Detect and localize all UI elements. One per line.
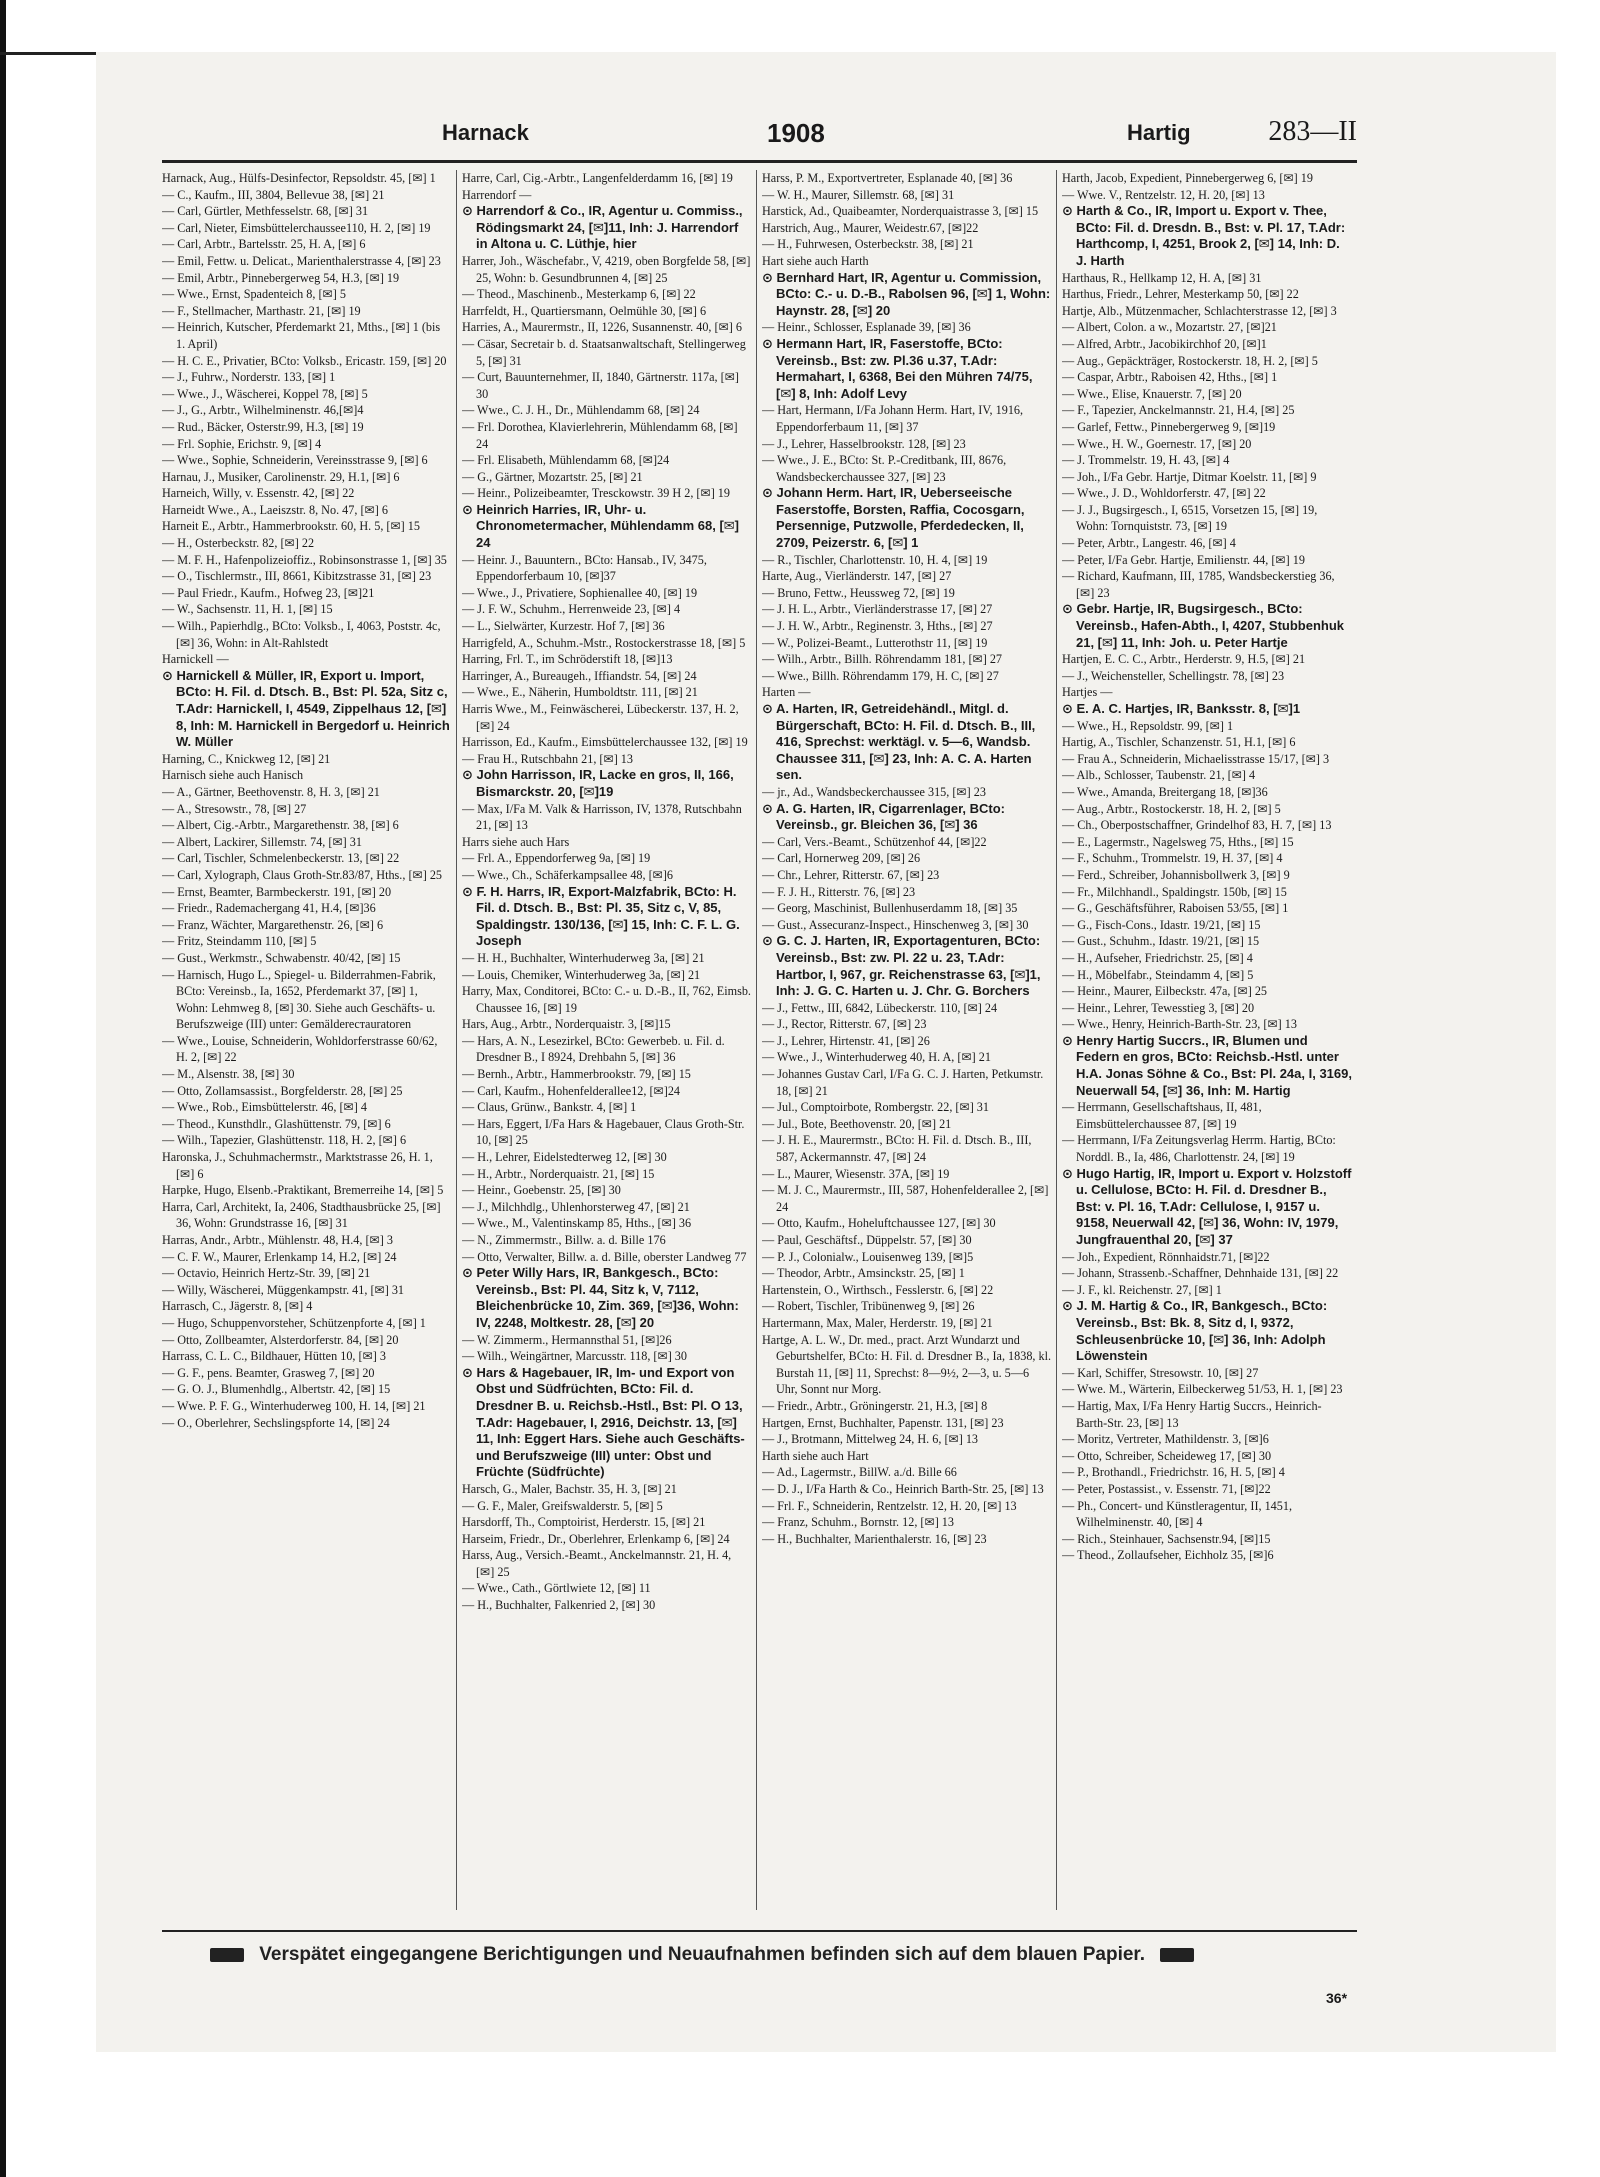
- directory-entry: Harrer, Joh., Wäschefabr., V, 4219, oben Borgfelde 58, [✉] 25, Wohn: b. Gesundbrunnen 4, [✉] 25: [462, 253, 751, 285]
- directory-entry: — Jul., Comptoirbote, Rombergstr. 22, [✉] 31: [762, 1100, 989, 1115]
- directory-entry: ⊙ A. G. Harten, IR, Cigarrenlager, BCto: Vereinsb., gr. Bleichen 36, [✉] 36: [762, 800, 1006, 833]
- directory-entry: — Gust., Schuhm., Idastr. 19/21, [✉] 15: [1062, 934, 1260, 949]
- directory-entry: — J., Weichensteller, Schellingstr. 78, [✉] 23: [1062, 668, 1285, 683]
- directory-entry: — H., Aufseher, Friedrichstr. 25, [✉] 4: [1062, 950, 1253, 965]
- directory-entry: — Jul., Bote, Beethovenstr. 20, [✉] 21: [762, 1116, 952, 1131]
- directory-entry: ⊙ Gebr. Hartje, IR, Bugsirgesch., BCto: Vereinsb., Hafen-Abth., I, 4207, Stubbenhuk 21, [✉] 11, Inh: Joh. u. Peter Hartje: [1062, 601, 1344, 650]
- directory-entry: — G. F., Maler, Greifswalderstr. 5, [✉] 5: [462, 1498, 663, 1513]
- directory-entry: — Carl, Nieter, Eimsbüttelerchaussee110, H. 2, [✉] 19: [162, 220, 431, 235]
- directory-entry: — L., Maurer, Wiesenstr. 37A, [✉] 19: [762, 1166, 950, 1181]
- directory-entry: Harry, Max, Conditorei, BCto: C.- u. D.-B., II, 762, Eimsb. Chaussee 16, [✉] 19: [462, 984, 751, 1015]
- directory-entry: — Frl. Dorothea, Klavierlehrerin, Mühlendamm 68, [✉] 24: [462, 419, 738, 451]
- directory-entry: — Garlef, Fettw., Pinnebergerweg 9, [✉]19: [1062, 419, 1276, 434]
- directory-entry: Hartje, Alb., Mützenmacher, Schlachterstrasse 12, [✉] 3: [1062, 303, 1337, 318]
- directory-entry: — Wwe., H. W., Goernestr. 17, [✉] 20: [1062, 436, 1252, 451]
- scan-edge: [0, 0, 6, 2177]
- directory-entry: — Wwe., J. E., BCto: St. P.-Creditbank, III, 8676, Wandsbeckerchaussee 327, [✉] 23: [762, 453, 1007, 484]
- directory-entry: — Wwe., J., Wäscherei, Koppel 78, [✉] 5: [162, 386, 368, 401]
- directory-entry: Harrigfeld, A., Schuhm.-Mstr., Rostockerstrasse 18, [✉] 5: [462, 635, 746, 650]
- directory-entry: — Robert, Tischler, Tribünenweg 9, [✉] 26: [762, 1299, 975, 1314]
- directory-entry: — Wwe., M., Valentinskamp 85, Hths., [✉] 36: [462, 1216, 692, 1231]
- directory-entry: — H., Osterbeckstr. 82, [✉] 22: [162, 536, 315, 551]
- directory-entry: Harre, Carl, Cig.-Arbtr., Langenfelderdamm 16, [✉] 19: [462, 171, 733, 185]
- directory-entry: — Theod., Maschinenb., Mesterkamp 6, [✉] 22: [462, 287, 696, 302]
- directory-entry: — Caspar, Arbtr., Raboisen 42, Hths., [✉] 1: [1062, 370, 1278, 385]
- directory-entry: — Herrmann, I/Fa Zeitungsverlag Herrm. Hartig, BCto: Norddl. B., Ia, 486, Charlottenstr. 24, [✉] 19: [1062, 1133, 1336, 1165]
- directory-entry: — Carl, Gürtler, Methfesselstr. 68, [✉] 31: [162, 204, 369, 219]
- directory-entry: Harss, Aug., Versich.-Beamt., Anckelmannstr. 21, H. 4, [✉] 25: [462, 1548, 732, 1579]
- directory-entry: — H., Arbtr., Norderquaistr. 21, [✉] 15: [462, 1166, 655, 1181]
- directory-entry: — Theodor, Arbtr., Amsinckstr. 25, [✉] 1: [762, 1266, 965, 1281]
- directory-entry: Harneit E., Arbtr., Hammerbrookstr. 60, H. 5, [✉] 15: [162, 519, 420, 534]
- directory-entry: — M., Alsenstr. 38, [✉] 30: [162, 1067, 295, 1082]
- directory-entry: — Bruno, Fettw., Heussweg 72, [✉] 19: [762, 585, 955, 600]
- column-4: [1062, 170, 1352, 1910]
- directory-entry: — Georg, Maschinist, Bullenhuserdamm 18, [✉] 35: [762, 901, 1018, 916]
- pointing-hand-icon: [1160, 1948, 1194, 1962]
- directory-entry: — Wwe., J., Privatiere, Sophienallee 40, [✉] 19: [462, 585, 698, 600]
- directory-entry: Hartermann, Max, Maler, Herderstr. 19, [✉] 21: [762, 1315, 993, 1330]
- directory-entry: — G. O. J., Blumenhdlg., Albertstr. 42, [✉] 15: [162, 1382, 391, 1397]
- directory-entry: Harpke, Hugo, Elsenb.-Praktikant, Bremerreihe 14, [✉] 5: [162, 1183, 444, 1198]
- directory-entry: — E., Lagermstr., Nagelsweg 75, Hths., [✉] 15: [1062, 834, 1294, 849]
- directory-columns: [162, 170, 1357, 1910]
- directory-entry: Harnickell —: [162, 652, 229, 667]
- directory-entry: — W., Polizei-Beamt., Lutterothstr 11, [✉] 19: [762, 635, 988, 650]
- directory-entry: — Hars, Eggert, I/Fa Hars & Hagebauer, Claus Groth-Str. 10, [✉] 25: [462, 1116, 745, 1148]
- directory-entry: ⊙ John Harrisson, IR, Lacke en gros, II, 166, Bismarckstr. 20, [✉]19: [462, 767, 734, 799]
- directory-entry: — F., Tapezier, Anckelmannstr. 21, H.4, [✉] 25: [1062, 403, 1295, 418]
- directory-entry: — Wwe., Elise, Knauerstr. 7, [✉] 20: [1062, 386, 1242, 401]
- directory-entry: — Hars, A. N., Lesezirkel, BCto: Gewerbeb. u. Fil. d. Dresdner B., I 8924, Drehbahn 5, [✉] 36: [462, 1033, 725, 1065]
- directory-entry: — H. H., Buchhalter, Winterhuderweg 3a, [✉] 21: [462, 950, 705, 965]
- directory-entry: Harnau, J., Musiker, Carolinenstr. 29, H.1, [✉] 6: [162, 469, 400, 484]
- directory-entry: — M. F. H., Hafenpolizeioffiz., Robinsonstrasse 1, [✉] 35: [162, 552, 447, 567]
- scan-top-mark: [0, 52, 110, 55]
- directory-entry: — Louis, Chemiker, Winterhuderweg 3a, [✉] 21: [462, 967, 701, 982]
- directory-entry: — O., Tischlermstr., III, 8661, Kibitzstrasse 31, [✉] 23: [162, 569, 432, 584]
- directory-entry: ⊙ G. C. J. Harten, IR, Exportagenturen, BCto: Vereinsb., Bst: zw. Pl. 22 u. 23, T.Adr: Hartbor, I, 967, gr. Reichenstrasse 63, [✉]1, Inh: J. G. C. Harten u. J. Chr. G. Borchers: [762, 933, 1041, 999]
- directory-entry: — Carl, Tischler, Schmelenbeckerstr. 13, [✉] 22: [162, 851, 400, 866]
- directory-entry: — J., G., Arbtr., Wilhelminenstr. 46,[✉]4: [162, 403, 364, 418]
- directory-entry: — Alfred, Arbtr., Jacobikirchhof 20, [✉]1: [1062, 336, 1267, 351]
- directory-entry: — Rich., Steinhauer, Sachsenstr.94, [✉]15: [1062, 1531, 1271, 1546]
- directory-entry: Harneidt Wwe., A., Laeiszstr. 8, No. 47, [✉] 6: [162, 502, 388, 517]
- directory-entry: — Frl. Elisabeth, Mühlendamm 68, [✉]24: [462, 453, 670, 468]
- directory-entry: — Richard, Kaufmann, III, 1785, Wandsbeckerstieg 36, [✉] 23: [1062, 569, 1335, 600]
- directory-entry: — W. H., Maurer, Sillemstr. 68, [✉] 31: [762, 187, 955, 202]
- directory-entry: — Wwe. M., Wärterin, Eilbeckerweg 51/53, H. 1, [✉] 23: [1062, 1382, 1343, 1397]
- directory-entry: — Otto, Zollamsassist., Borgfelderstr. 28, [✉] 25: [162, 1083, 403, 1098]
- directory-entry: — Wilh., Papierhdlg., BCto: Volksb., I, 4063, Poststr. 4c, [✉] 36, Wohn: in Alt-Rahlstedt: [162, 619, 441, 650]
- directory-entry: Harra, Carl, Architekt, Ia, 2406, Stadthausbrücke 25, [✉] 36, Wohn: Grundstrasse 16, [✉] 31: [162, 1199, 441, 1231]
- directory-entry: — Ph., Concert- und Künstleragentur, II, 1451, Wilhelminenstr. 40, [✉] 4: [1062, 1498, 1293, 1530]
- directory-entry: ⊙ Harnickell & Müller, IR, Export u. Import, BCto: H. Fil. d. Dtsch. B., Bst: Pl. 52a, Sitz c, T.Adr: Harnickell, I, 4549, Zippelhaus 12, [✉] 8, Inh: M. Harnickell in Bergedorf u. Heinrich W. Müller: [162, 667, 450, 750]
- directory-entry: ⊙ E. A. C. Hartjes, IR, Banksstr. 8, [✉]1: [1062, 701, 1301, 716]
- directory-entry: — Wilh., Weingärtner, Marcusstr. 118, [✉] 30: [462, 1349, 687, 1364]
- directory-entry: — Moritz, Vertreter, Mathildenstr. 3, [✉]6: [1062, 1432, 1269, 1447]
- directory-entry: — Wwe. V., Rentzelstr. 12, H. 20, [✉] 13: [1062, 187, 1265, 202]
- directory-entry: Harsdorff, Th., Comptoirist, Herderstr. 15, [✉] 21: [462, 1515, 706, 1530]
- directory-entry: Harris Wwe., M., Feinwäscherei, Lübeckerstr. 137, H. 2, [✉] 24: [462, 702, 739, 733]
- directory-entry: — Wwe., Ernst, Spadenteich 8, [✉] 5: [162, 287, 346, 302]
- directory-entry: Hars, Aug., Arbtr., Norderquaistr. 3, [✉]15: [462, 1017, 671, 1032]
- directory-entry: Hartjes —: [1062, 685, 1113, 700]
- directory-entry: Harras, Andr., Arbtr., Mühlenstr. 48, H.4, [✉] 3: [162, 1233, 393, 1247]
- directory-entry: — J., Fettw., III, 6842, Lübeckerstr. 110, [✉] 24: [762, 1000, 998, 1015]
- directory-entry: — Hartig, Max, I/Fa Henry Hartig Succrs., Heinrich-Barth-Str. 23, [✉] 13: [1062, 1398, 1322, 1430]
- directory-entry: ⊙ Hermann Hart, IR, Faserstoffe, BCto: Vereinsb., Bst: zw. Pl.36 u.37, T.Adr: Hermahart, I, 6368, Bei den Mühren 74/75, [✉] 8, Inh: Adolf Levy: [762, 335, 1033, 401]
- directory-entry: — Emil, Arbtr., Pinnebergerweg 54, H.3, [✉] 19: [162, 270, 400, 285]
- directory-entry: — Carl, Kaufm., Hohenfelderallee12, [✉]24: [462, 1083, 681, 1098]
- directory-entry: — Heinr., Maurer, Eilbeckstr. 47a, [✉] 25: [1062, 984, 1268, 999]
- pointing-hand-icon: [210, 1948, 244, 1962]
- directory-entry: — Paul Friedr., Kaufm., Hofweg 23, [✉]21: [162, 585, 375, 600]
- directory-entry: — Peter, I/Fa Gebr. Hartje, Emilienstr. 44, [✉] 19: [1062, 552, 1305, 567]
- directory-entry: — Albert, Lackirer, Sillemstr. 74, [✉] 31: [162, 834, 362, 849]
- directory-entry: — Wwe., H., Repsoldstr. 99, [✉] 1: [1062, 718, 1234, 733]
- directory-entry: — Frau H., Rutschbahn 21, [✉] 13: [462, 751, 633, 766]
- directory-entry: Harth, Jacob, Expedient, Pinnebergerweg 6, [✉] 19: [1062, 171, 1313, 185]
- directory-entry: — J., Rector, Ritterstr. 67, [✉] 23: [762, 1017, 927, 1032]
- directory-entry: Harte, Aug., Vierländerstr. 147, [✉] 27: [762, 569, 952, 584]
- header-first-name: Harnack: [442, 120, 529, 145]
- directory-entry: Harss, P. M., Exportvertreter, Esplanade 40, [✉] 36: [762, 171, 1013, 185]
- directory-entry: Harsch, G., Maler, Bachstr. 35, H. 3, [✉] 21: [462, 1481, 677, 1496]
- directory-entry: — Wwe., C. J. H., Dr., Mühlendamm 68, [✉] 24: [462, 403, 700, 418]
- directory-entry: — J. J., Bugsirgesch., I, 6515, Vorsetzen 15, [✉] 19, Wohn: Tornquiststr. 73, [✉] 19: [1062, 502, 1318, 534]
- directory-entry: — Herrmann, Gesellschaftshaus, II, 481, Eimsbüttelerchaussee 87, [✉] 19: [1062, 1100, 1262, 1131]
- directory-entry: — Otto, Schreiber, Scheideweg 17, [✉] 30: [1062, 1448, 1272, 1463]
- directory-entry: — Albert, Cig.-Arbtr., Margarethenstr. 38, [✉] 6: [162, 818, 399, 833]
- directory-entry: — jr., Ad., Wandsbeckerchaussee 315, [✉] 23: [762, 784, 986, 799]
- directory-entry: Harring, Frl. T., im Schröderstift 18, [✉]13: [462, 652, 673, 667]
- directory-entry: Harstick, Ad., Quaibeamter, Norderquaistrasse 3, [✉] 15: [762, 204, 1039, 219]
- directory-entry: Harning, C., Knickweg 12, [✉] 21: [162, 751, 331, 766]
- directory-entry: — G., Geschäftsführer, Raboisen 53/55, [✉] 1: [1062, 901, 1289, 916]
- header-rule: [162, 160, 1357, 163]
- directory-entry: — Gust., Assecuranz-Inspect., Hinschenweg 3, [✉] 30: [762, 917, 1029, 932]
- directory-entry: — Claus, Grünw., Bankstr. 4, [✉] 1: [462, 1100, 637, 1115]
- directory-entry: — H., Möbelfabr., Steindamm 4, [✉] 5: [1062, 967, 1254, 982]
- header-last-name: Hartig: [1127, 120, 1191, 145]
- directory-entry: — G. F., pens. Beamter, Grasweg 7, [✉] 20: [162, 1365, 375, 1380]
- directory-entry: — Frau A., Schneiderin, Michaelisstrasse 15/17, [✉] 3: [1062, 751, 1330, 766]
- footer-notice: [200, 1944, 1350, 1966]
- directory-entry: — G., Gärtner, Mozartstr. 25, [✉] 21: [462, 469, 643, 484]
- directory-entry: — Bernh., Arbtr., Hammerbrookstr. 79, [✉] 15: [462, 1067, 691, 1082]
- directory-entry: — Wwe., Billh. Röhrendamm 179, H. C, [✉] 27: [762, 668, 999, 683]
- header-page-number: 283—II: [1268, 116, 1357, 147]
- page-header: [162, 116, 1357, 156]
- directory-entry: Hartgen, Ernst, Buchhalter, Papenstr. 131, [✉] 23: [762, 1415, 1004, 1430]
- directory-entry: ⊙ Hars & Hagebauer, IR, Im- und Export von Obst und Südfrüchten, BCto: Fil. d. Dresdner B. u. Reichsb.-Hstl., Bst: Pl. O 13, T.Adr: Hagebauer, I, 2916, Deichstr. 13, [✉] 11, Inh: Eggert Hars. Siehe auch Geschäfts- und Berufszweige (III) unter: Obst und Früchte (Südfrüchte): [462, 1364, 745, 1480]
- directory-entry: — Hart, Hermann, I/Fa Johann Herm. Hart, IV, 1916, Eppendorferbaum 11, [✉] 37: [762, 403, 1024, 434]
- directory-entry: — Frl. A., Eppendorferweg 9a, [✉] 19: [462, 851, 651, 866]
- directory-entry: — Franz, Wächter, Margarethenstr. 26, [✉] 6: [162, 917, 384, 932]
- directory-entry: ⊙ F. H. Harrs, IR, Export-Malzfabrik, BCto: H. Fil. d. Dtsch. B., Bst: Pl. 35, Sitz c, V, 85, Spaldingstr. 130/136, [✉] 15, Inh: C. F. L. G. Joseph: [462, 883, 740, 949]
- directory-entry: — Heinr., Schlosser, Esplanade 39, [✉] 36: [762, 320, 971, 335]
- directory-entry: — Willy, Wäscherei, Müggenkampstr. 41, [✉] 31: [162, 1282, 405, 1297]
- directory-entry: — Friedr., Rademachergang 41, H.4, [✉]36: [162, 901, 376, 916]
- directory-entry: — Cäsar, Secretair b. d. Staatsanwaltschaft, Stellingerweg 5, [✉] 31: [462, 336, 746, 368]
- column-divider: [1056, 170, 1057, 1910]
- directory-entry: — J. Trommelstr. 19, H. 43, [✉] 4: [1062, 453, 1230, 468]
- directory-entry: Hartenstein, O., Wirthsch., Fesslerstr. 6, [✉] 22: [762, 1282, 994, 1297]
- directory-entry: — Otto, Zollbeamter, Alsterdorferstr. 84, [✉] 20: [162, 1332, 399, 1347]
- directory-entry: — P. J., Colonialw., Louisenweg 139, [✉]5: [762, 1249, 974, 1264]
- directory-entry: — Karl, Schiffer, Stresowstr. 10, [✉] 27: [1062, 1365, 1259, 1380]
- directory-entry: Harrs siehe auch Hars: [462, 834, 570, 849]
- directory-entry: Harth siehe auch Hart: [762, 1448, 869, 1463]
- directory-entry: — Joh., Expedient, Rönnhaidstr.71, [✉]22: [1062, 1249, 1270, 1264]
- directory-entry: — Heinr. J., Bauuntern., BCto: Hansab., IV, 3475, Eppendorferbaum 10, [✉]37: [462, 552, 707, 584]
- directory-entry: Harrasch, C., Jägerstr. 8, [✉] 4: [162, 1299, 313, 1314]
- directory-entry: — Max, I/Fa M. Valk & Harrisson, IV, 1378, Rutschbahn 21, [✉] 13: [462, 801, 742, 833]
- directory-entry: — W. Zimmerm., Hermannsthal 51, [✉]26: [462, 1332, 672, 1347]
- directory-entry: — Fritz, Steindamm 110, [✉] 5: [162, 934, 317, 949]
- directory-entry: — Octavio, Heinrich Hertz-Str. 39, [✉] 21: [162, 1266, 371, 1281]
- directory-entry: — Wwe., J., Winterhuderweg 40, H. A, [✉] 21: [762, 1050, 991, 1065]
- directory-entry: — Hugo, Schuppenvorsteher, Schützenpforte 4, [✉] 1: [162, 1315, 426, 1330]
- directory-entry: — J., Brotmann, Mittelweg 24, H. 6, [✉] 13: [762, 1432, 979, 1447]
- directory-entry: Hart siehe auch Harth: [762, 253, 869, 268]
- directory-entry: Harstrich, Aug., Maurer, Weidestr.67, [✉]22: [762, 220, 979, 235]
- directory-entry: Hartjen, E. C. C., Arbtr., Herderstr. 9, H.5, [✉] 21: [1062, 652, 1306, 667]
- directory-entry: — Wwe., E., Näherin, Humboldtstr. 111, [✉] 21: [462, 685, 698, 700]
- directory-entry: — Aug., Gepäckträger, Rostockerstr. 18, H. 2, [✉] 5: [1062, 353, 1318, 368]
- directory-entry: Harneich, Willy, v. Essenstr. 42, [✉] 22: [162, 486, 355, 501]
- directory-entry: ⊙ J. M. Hartig & Co., IR, Bankgesch., BCto: Vereinsb., Bst: Bk. 8, Sitz d, I, 9372, Schleusenbrücke 10, [✉] 36, Inh: Adolph Löwenstein: [1062, 1298, 1328, 1364]
- directory-entry: — Carl, Hornerweg 209, [✉] 26: [762, 851, 921, 866]
- directory-entry: — C. F. W., Maurer, Erlenkamp 14, H.2, [✉] 24: [162, 1249, 397, 1264]
- directory-entry: — Theod., Zollaufseher, Eichholz 35, [✉]6: [1062, 1548, 1274, 1563]
- directory-entry: — Johannes Gustav Carl, I/Fa G. C. J. Harten, Petkumstr. 18, [✉] 21: [762, 1067, 1044, 1098]
- directory-entry: — Carl, Vers.-Beamt., Schützenhof 44, [✉]22: [762, 834, 987, 849]
- column-divider: [756, 170, 757, 1910]
- directory-entry: — Fr., Milchhandl., Spaldingstr. 150b, [✉] 15: [1062, 884, 1287, 899]
- directory-entry: — Curt, Bauunternehmer, II, 1840, Gärtnerstr. 117a, [✉] 30: [462, 370, 739, 401]
- directory-entry: ⊙ Bernhard Hart, IR, Agentur u. Commission, BCto: C.- u. D.-B., Rabolsen 96, [✉] 1, Wohn: Haynstr. 28, [✉] 20: [762, 269, 1051, 318]
- directory-entry: Harthus, Friedr., Lehrer, Mesterkamp 50, [✉] 22: [1062, 287, 1299, 302]
- directory-entry: — A., Gärtner, Beethovenstr. 8, H. 3, [✉] 21: [162, 784, 380, 799]
- directory-entry: — Otto, Kaufm., Hoheluftchaussee 127, [✉] 30: [762, 1216, 996, 1231]
- directory-entry: — Harnisch, Hugo L., Spiegel- u. Bilderrahmen-Fabrik, BCto: Vereinsb., Ia, 1652, Pferdemarkt 37, [✉] 1, Wohn: Lehmweg 8, [✉] 30. Siehe auch Geschäfts- u. Berufszweige (III) unter: Gemäldereстauratoren: [162, 967, 436, 1032]
- directory-entry: Harthaus, R., Hellkamp 12, H. A, [✉] 31: [1062, 270, 1262, 285]
- directory-entry: — J. F. W., Schuhm., Herrenweide 23, [✉] 4: [462, 602, 681, 617]
- footer-text: Verspätet eingegangene Berichtigungen und Neuaufnahmen befinden sich auf dem blauen Papier.: [259, 1944, 1146, 1965]
- directory-entry: — Wilh., Tapezier, Glashüttenstr. 118, H. 2, [✉] 6: [162, 1133, 407, 1148]
- directory-entry: — Wwe., Rob., Eimsbüttelerstr. 46, [✉] 4: [162, 1100, 367, 1115]
- directory-entry: — Wwe., Louise, Schneiderin, Wohldorferstrasse 60/62, H. 2, [✉] 22: [162, 1033, 438, 1065]
- directory-entry: — D. J., I/Fa Harth & Co., Heinrich Barth-Str. 25, [✉] 13: [762, 1481, 1044, 1496]
- directory-entry: — C., Kaufm., III, 3804, Bellevue 38, [✉] 21: [162, 187, 385, 202]
- directory-entry: Harseim, Friedr., Dr., Oberlehrer, Erlenkamp 6, [✉] 24: [462, 1531, 730, 1546]
- directory-entry: — H., Buchhalter, Marienthalerstr. 16, [✉] 23: [762, 1531, 987, 1546]
- directory-entry: — J. H. E., Maurermstr., BCto: H. Fil. d. Dtsch. B., III, 587, Ackermannstr. 47, [✉] 24: [762, 1133, 1032, 1165]
- directory-entry: — J., Milchhdlg., Uhlenhorsterweg 47, [✉] 21: [462, 1199, 690, 1214]
- directory-entry: — O., Oberlehrer, Sechslingspforte 14, [✉] 24: [162, 1415, 390, 1430]
- directory-entry: ⊙ A. Harten, IR, Getreidehändl., Mitgl. d. Bürgerschaft, BCto: H. Fil. d. Dtsch. B., III, 416, Sprechst: werktägl. v. 5—6, Wandsb. Chaussee 311, [✉] 23, Inh: A. C. A. Harten sen.: [762, 701, 1036, 783]
- directory-entry: — J., Lehrer, Hirtenstr. 41, [✉] 26: [762, 1033, 930, 1048]
- directory-entry: — Aug., Arbtr., Rostockerstr. 18, H. 2, [✉] 5: [1062, 801, 1281, 816]
- directory-entry: — M. J. C., Maurermstr., III, 587, Hohenfelderallee 2, [✉] 24: [762, 1183, 1049, 1214]
- directory-entry: — Wwe., Ch., Schäferkampsallee 48, [✉]6: [462, 867, 674, 882]
- directory-entry: — Rud., Bäcker, Osterstr.99, H.3, [✉] 19: [162, 419, 364, 434]
- directory-entry: ⊙ Harrendorf & Co., IR, Agentur u. Commiss., Rödingsmarkt 24, [✉]11, Inh: J. Harrendorf in Altona u. C. Lüthje, hier: [462, 203, 743, 252]
- directory-entry: — P., Brothandl., Friedrichstr. 16, H. 5, [✉] 4: [1062, 1465, 1285, 1480]
- directory-entry: ⊙ Hugo Hartig, IR, Import u. Export v. Holzstoff u. Cellulose, BCto: H. Fil. d. Dresdner B., Bst: v. Pl. 16, T.Adr: Cellulose, I, 9157 u. 9158, Neuerwall 42, [✉] 36, Wohn: IV, 1979, Jungfrauenthal 20, [✉] 37: [1062, 1165, 1352, 1247]
- directory-entry: — Peter, Arbtr., Langestr. 46, [✉] 4: [1062, 536, 1236, 551]
- directory-entry: — F., Stellmacher, Marthastr. 21, [✉] 19: [162, 303, 361, 318]
- directory-entry: — Ad., Lagermstr., BillW. a./d. Bille 66: [762, 1465, 957, 1480]
- directory-entry: — W., Sachsenstr. 11, H. 1, [✉] 15: [162, 602, 333, 617]
- directory-entry: — J. H. L., Arbtr., Vierländerstrasse 17, [✉] 27: [762, 602, 993, 617]
- directory-entry: — Paul, Geschäftsf., Düppelstr. 57, [✉] 30: [762, 1233, 972, 1247]
- directory-entry: Harringer, A., Bureaugeh., Iffiandstr. 54, [✉] 24: [462, 668, 697, 683]
- directory-entry: — Joh., I/Fa Gebr. Hartje, Ditmar Koelstr. 11, [✉] 9: [1062, 469, 1317, 484]
- directory-entry: — Gust., Werkmstr., Schwabenstr. 40/42, [✉] 15: [162, 950, 401, 965]
- directory-entry: — R., Tischler, Charlottenstr. 10, H. 4, [✉] 19: [762, 552, 988, 567]
- directory-entry: — Ferd., Schreiber, Johannisbollwerk 3, [✉] 9: [1062, 867, 1290, 882]
- directory-entry: ⊙ Peter Willy Hars, IR, Bankgesch., BCto: Vereinsb., Bst: Pl. 44, Sitz k, V, 7112, Bleichenbrücke 10, Zim. 369, [✉]36, Wohn: IV, 2248, Moltkestr. 28, [✉] 20: [462, 1265, 739, 1330]
- header-year: 1908: [767, 118, 825, 148]
- directory-entry: ⊙ Harth & Co., IR, Import u. Export v. Thee, BCto: Fil. d. Dresdn. B., Bst: v. Pl. 17, T.Adr: Harthcomp, I, 4251, Brook 2, [✉] 14, Inh: D. J. Harth: [1062, 203, 1346, 268]
- directory-entry: — Wwe., Sophie, Schneiderin, Vereinsstrasse 9, [✉] 6: [162, 453, 428, 468]
- directory-entry: ⊙ Johann Herm. Hart, IR, Ueberseeische Faserstoffe, Borsten, Raffia, Cocosgarn, Persennige, Putzwolle, Pferdedecken, II, 2709, Peizerstr. 6, [✉] 1: [762, 485, 1025, 551]
- directory-entry: — N., Zimmermstr., Billw. a. d. Bille 176: [462, 1233, 666, 1247]
- directory-entry: Harnack, Aug., Hülfs-Desinfector, Repsoldstr. 45, [✉] 1: [162, 171, 436, 185]
- directory-entry: Harrass, C. L. C., Bildhauer, Hütten 10, [✉] 3: [162, 1349, 386, 1364]
- directory-entry: — Wwe., Cath., Görtlwiete 12, [✉] 11: [462, 1581, 651, 1596]
- directory-entry: — Theod., Kunsthdlr., Glashüttenstr. 79, [✉] 6: [162, 1116, 391, 1131]
- directory-entry: — A., Stresowstr., 78, [✉] 27: [162, 801, 307, 816]
- directory-entry: — H., Lehrer, Eidelstedterweg 12, [✉] 30: [462, 1150, 667, 1165]
- directory-entry: — Frl. F., Schneiderin, Rentzelstr. 12, H. 20, [✉] 13: [762, 1498, 1017, 1513]
- directory-entry: — Heinr., Goebenstr. 25, [✉] 30: [462, 1183, 621, 1198]
- directory-entry: — Peter, Postassist., v. Essenstr. 71, [✉]22: [1062, 1481, 1271, 1496]
- directory-entry: — Ernst, Beamter, Barmbeckerstr. 191, [✉] 20: [162, 884, 392, 899]
- directory-entry: ⊙ Heinrich Harries, IR, Uhr- u. Chronometermacher, Mühlendamm 68, [✉] 24: [462, 501, 740, 551]
- directory-entry: Harten —: [762, 685, 811, 700]
- sheet-signature: 36*: [1326, 1990, 1348, 2006]
- directory-entry: — Heinr., Lehrer, Tewesstieg 3, [✉] 20: [1062, 1000, 1255, 1015]
- directory-entry: — Wwe., Amanda, Breitergang 18, [✉]36: [1062, 784, 1268, 799]
- footer-rule: [162, 1930, 1357, 1932]
- directory-entry: — Alb., Schlosser, Taubenstr. 21, [✉] 4: [1062, 768, 1256, 783]
- directory-entry: Harries, A., Maurermstr., II, 1226, Susannenstr. 40, [✉] 6: [462, 320, 742, 335]
- directory-entry: — Albert, Colon. a w., Mozartstr. 27, [✉]21: [1062, 320, 1277, 335]
- directory-entry: Harrfeldt, H., Quartiersmann, Oelmühle 30, [✉] 6: [462, 303, 707, 318]
- column-divider: [456, 170, 457, 1910]
- directory-entry: — Wilh., Arbtr., Billh. Röhrendamm 181, [✉] 27: [762, 652, 1003, 667]
- directory-entry: — Ch., Oberpostschaffner, Grindelhof 83, H. 7, [✉] 13: [1062, 818, 1332, 833]
- directory-entry: — J., Fuhrw., Norderstr. 133, [✉] 1: [162, 370, 336, 385]
- directory-entry: Haronska, J., Schuhmachermstr., Marktstrasse 26, H. 1, [✉] 6: [162, 1150, 433, 1181]
- directory-entry: — L., Sielwärter, Kurzestr. Hof 7, [✉] 36: [462, 619, 665, 634]
- column-1: [162, 170, 452, 1910]
- directory-entry: — Otto, Verwalter, Billw. a. d. Bille, oberster Landweg 77: [462, 1249, 747, 1264]
- directory-entry: Harnisch siehe auch Hanisch: [162, 768, 304, 783]
- directory-entry: — Emil, Fettw. u. Delicat., Marienthalerstrasse 4, [✉] 23: [162, 253, 441, 268]
- directory-entry: — J. F., kl. Reichenstr. 27, [✉] 1: [1062, 1282, 1222, 1297]
- directory-entry: Harrendorf —: [462, 187, 532, 202]
- directory-entry: — Wwe., Henry, Heinrich-Barth-Str. 23, [✉] 13: [1062, 1017, 1297, 1032]
- directory-entry: — H., Buchhalter, Falkenried 2, [✉] 30: [462, 1598, 656, 1613]
- directory-entry: Hartig, A., Tischler, Schanzenstr. 51, H.1, [✉] 6: [1062, 735, 1296, 750]
- directory-entry: — Friedr., Arbtr., Gröningerstr. 21, H.3, [✉] 8: [762, 1398, 988, 1413]
- directory-entry: — Wwe. P. F. G., Winterhuderweg 100, H. 14, [✉] 21: [162, 1398, 426, 1413]
- directory-entry: — Chr., Lehrer, Ritterstr. 67, [✉] 23: [762, 867, 940, 882]
- directory-entry: — J. H. W., Arbtr., Reginenstr. 3, Hths., [✉] 27: [762, 619, 993, 634]
- directory-entry: — Frl. Sophie, Erichstr. 9, [✉] 4: [162, 436, 322, 451]
- directory-entry: Hartge, A. L. W., Dr. med., pract. Arzt Wundarzt und Geburtshelfer, BCto: H. Fil. d. Dresdner B., Ia, 1838, kl. Burstah 11, [✉] 11, Sprechst: 8—9½, 2—3, u. 5—6 Uhr, Sonnt nur Morg.: [762, 1332, 1052, 1397]
- column-3: [762, 170, 1052, 1910]
- directory-entry: Harrisson, Ed., Kaufm., Eimsbüttelerchaussee 132, [✉] 19: [462, 735, 748, 750]
- directory-entry: — Franz, Schuhm., Bornstr. 12, [✉] 13: [762, 1515, 954, 1530]
- directory-entry: — G., Fisch-Cons., Idastr. 19/21, [✉] 15: [1062, 917, 1261, 932]
- directory-entry: — Heinrich, Kutscher, Pferdemarkt 21, Mths., [✉] 1 (bis 1. April): [162, 320, 441, 351]
- directory-entry: — Heinr., Polizeibeamter, Tresckowstr. 39 H 2, [✉] 19: [462, 486, 730, 501]
- directory-entry: — Johann, Strassenb.-Schaffner, Dehnhaide 131, [✉] 22: [1062, 1266, 1339, 1281]
- directory-entry: — F. J. H., Ritterstr. 76, [✉] 23: [762, 884, 916, 899]
- directory-entry: — J., Lehrer, Hasselbrookstr. 128, [✉] 23: [762, 436, 966, 451]
- directory-entry: — H., Fuhrwesen, Osterbeckstr. 38, [✉] 21: [762, 237, 974, 252]
- directory-entry: — H. C. E., Privatier, BCto: Volksb., Ericastr. 159, [✉] 20: [162, 353, 447, 368]
- directory-entry: — Wwe., J. D., Wohldorferstr. 47, [✉] 22: [1062, 486, 1266, 501]
- directory-entry: ⊙ Henry Hartig Succrs., IR, Blumen und Federn en gros, BCto: Reichsb.-Hstl. unter H.A. Jonas Söhne & Co., Bst: Pl. 24a, I, 3169, Neuerwall 54, [✉] 36, Inh: M. Hartig: [1062, 1032, 1352, 1098]
- directory-entry: — Carl, Xylograph, Claus Groth-Str.83/87, Hths., [✉] 25: [162, 867, 443, 882]
- directory-entry: — F., Schuhm., Trommelstr. 19, H. 37, [✉] 4: [1062, 851, 1283, 866]
- directory-entry: — Carl, Arbtr., Bartelsstr. 25, H. A, [✉] 6: [162, 237, 366, 252]
- column-2: [462, 170, 752, 1910]
